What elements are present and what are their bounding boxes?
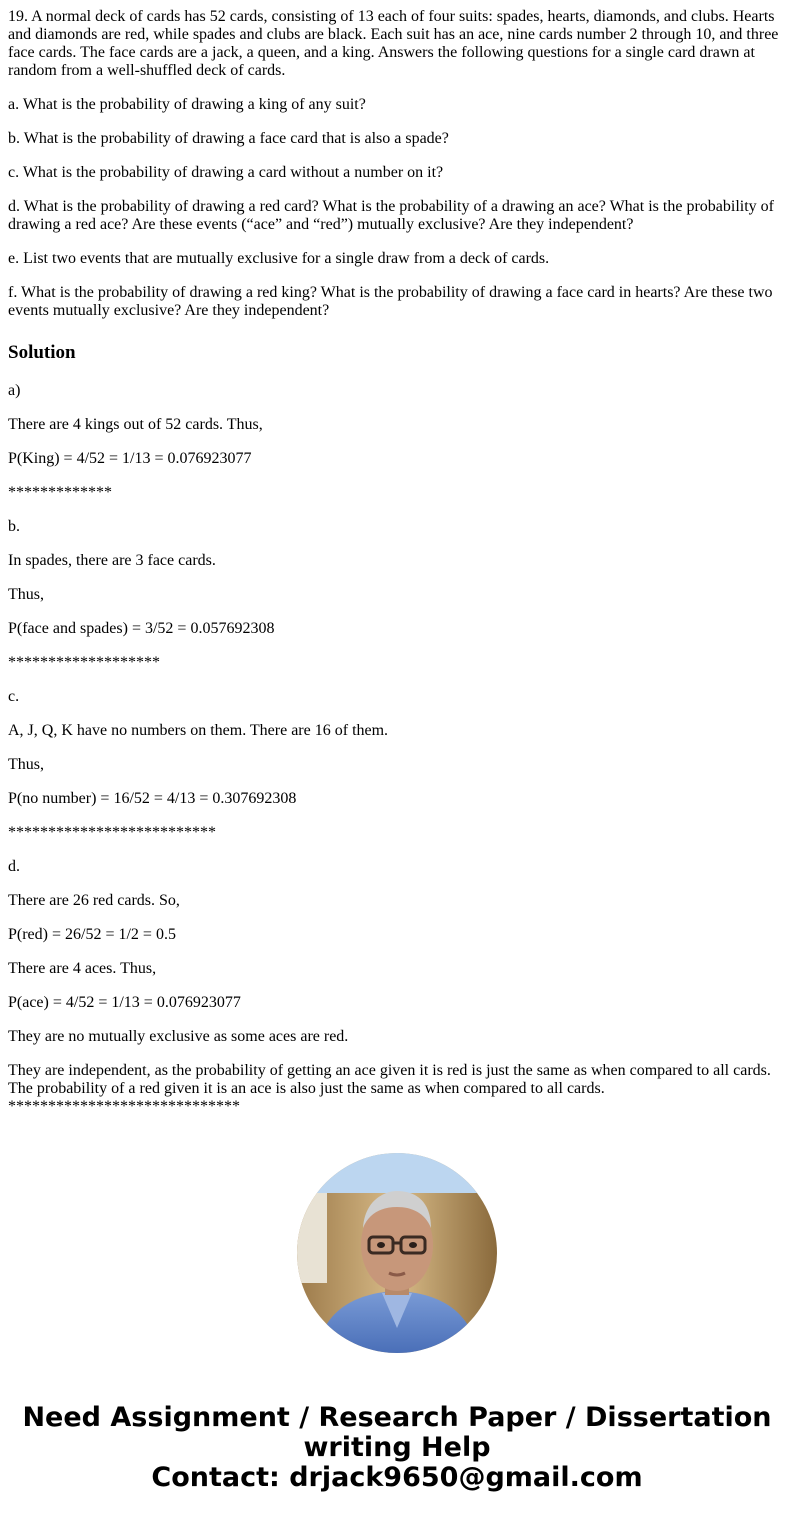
author-portrait-image bbox=[297, 1153, 497, 1353]
question-d: d. What is the probability of drawing a red card? What is the probability of a drawing an ace? What is the probability of drawing a red ace? Are these events (“ace” and “red”) mutually exclusive? Are they independent? bbox=[8, 198, 774, 233]
solution-d-line: There are 26 red cards. So, bbox=[8, 892, 180, 909]
solution-b-line: P(face and spades) = 3/52 = 0.057692308 bbox=[8, 620, 275, 637]
separator: ***************************** bbox=[8, 1098, 240, 1115]
solution-c-line: A, J, Q, K have no numbers on them. There are 16 of them. bbox=[8, 722, 389, 739]
solution-b-line: In spades, there are 3 face cards. bbox=[8, 552, 216, 569]
solution-d-line: P(red) = 26/52 = 1/2 = 0.5 bbox=[8, 926, 176, 943]
solution-d-line: There are 4 aces. Thus, bbox=[8, 960, 157, 977]
solution-b-line: Thus, bbox=[8, 586, 44, 603]
promo-line: writing Help bbox=[303, 1432, 491, 1463]
separator: ******************* bbox=[8, 654, 160, 671]
question-c: c. What is the probability of drawing a card without a number on it? bbox=[8, 164, 444, 181]
solution-d-label: d. bbox=[8, 858, 20, 875]
question-intro: 19. A normal deck of cards has 52 cards, consisting of 13 each of four suits: spades, hearts, diamonds, and clubs. Hearts and diamonds are red, while spades and clubs are black. Each suit has an ace, nine cards number 2 through 10, and three face cards. The face cards are a jack, a queen, and a king. Answers the following questions for a single card drawn at random from a well-shuffled deck of cards. bbox=[8, 8, 779, 79]
separator: ************* bbox=[8, 484, 112, 501]
solution-d-line: They are no mutually exclusive as some aces are red. bbox=[8, 1028, 349, 1045]
promo-contact: Contact: drjack9650@gmail.com bbox=[151, 1462, 643, 1493]
solution-a-line: There are 4 kings out of 52 cards. Thus, bbox=[8, 416, 263, 433]
solution-b-label: b. bbox=[8, 518, 20, 535]
solution-a-label: a) bbox=[8, 382, 21, 399]
solution-c-line: Thus, bbox=[8, 756, 44, 773]
promo-line: Need Assignment / Research Paper / Dissertation bbox=[22, 1402, 772, 1433]
document-body bbox=[8, 8, 786, 1116]
separator: ************************** bbox=[8, 824, 216, 841]
solution-heading: Solution bbox=[8, 342, 76, 363]
solution-d-line: They are independent, as the probability of getting an ace given it is red is just the same as when compared to all cards. The probability of a red given it is an ace is also just the same as when compared to all cards. bbox=[8, 1062, 771, 1097]
question-b: b. What is the probability of drawing a face card that is also a spade? bbox=[8, 130, 449, 147]
question-f: f. What is the probability of drawing a red king? What is the probability of drawing a face card in hearts? Are these two events mutually exclusive? Are they independent? bbox=[8, 284, 773, 319]
solution-c-label: c. bbox=[8, 688, 20, 705]
solution-a-line: P(King) = 4/52 = 1/13 = 0.076923077 bbox=[8, 450, 252, 467]
promo-banner bbox=[0, 1403, 794, 1493]
author-avatar bbox=[297, 1153, 497, 1353]
question-a: a. What is the probability of drawing a king of any suit? bbox=[8, 96, 366, 113]
solution-d-line: P(ace) = 4/52 = 1/13 = 0.076923077 bbox=[8, 994, 241, 1011]
question-e: e. List two events that are mutually exclusive for a single draw from a deck of cards. bbox=[8, 250, 550, 267]
solution-c-line: P(no number) = 16/52 = 4/13 = 0.307692308 bbox=[8, 790, 297, 807]
